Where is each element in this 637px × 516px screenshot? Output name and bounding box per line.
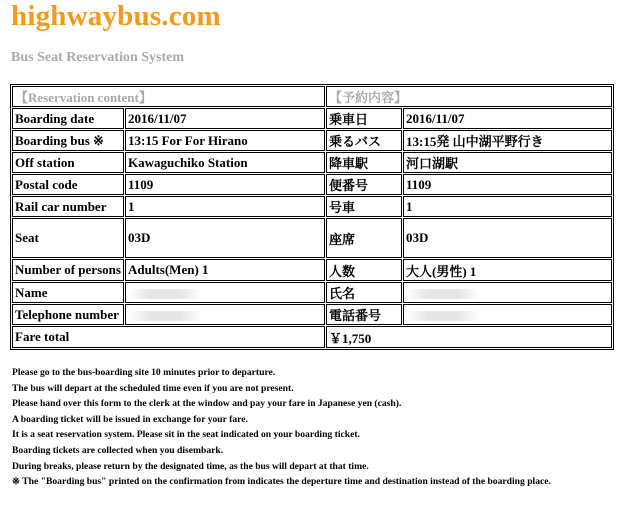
label-jp: 電話番号 bbox=[326, 304, 402, 325]
note-line: During breaks, please return by the designated time, as the bus will depart at that time. bbox=[12, 460, 369, 472]
value-jp: 1 bbox=[403, 196, 612, 217]
label-en: Name bbox=[12, 282, 124, 303]
label-en: Postal code bbox=[12, 174, 124, 195]
value-jp: 2016/11/07 bbox=[403, 108, 612, 129]
value-jp: 大人(男性) 1 bbox=[403, 259, 612, 281]
label-jp: 座席 bbox=[326, 218, 402, 258]
label-jp: 人数 bbox=[326, 259, 402, 281]
value-jp: 03D bbox=[403, 218, 612, 258]
redacted-phone-blur bbox=[406, 311, 480, 321]
note-line: Please go to the bus-boarding site 10 minutes prior to departure. bbox=[12, 367, 276, 378]
table-row bbox=[12, 108, 612, 129]
phone-value-en bbox=[125, 304, 325, 325]
label-jp: 乗車日 bbox=[326, 108, 402, 129]
table-row bbox=[12, 174, 612, 195]
label-en: Boarding bus ※ bbox=[12, 130, 124, 151]
table-row bbox=[12, 259, 612, 281]
table-row bbox=[12, 218, 612, 258]
name-value-en bbox=[125, 282, 325, 303]
label-jp: 号車 bbox=[326, 196, 402, 217]
note-line: Please hand over this form to the clerk at the window and pay your fare in Japanese yen (cash). bbox=[12, 398, 402, 410]
label-en: Telephone number bbox=[12, 304, 124, 325]
note-line: A boarding ticket will be issued in exchange for your fare. bbox=[12, 413, 248, 425]
table-row bbox=[12, 304, 612, 325]
redacted-phone-blur bbox=[128, 311, 202, 321]
label-jp: 乗るバス bbox=[326, 130, 402, 151]
table-row bbox=[12, 196, 612, 217]
phone-value-jp bbox=[403, 304, 612, 325]
header-cell-en: 【Reservation content】 bbox=[12, 86, 325, 107]
label-en: Number of persons bbox=[12, 259, 124, 281]
value-jp: 河口湖駅 bbox=[403, 152, 612, 173]
note-line: Boarding tickets are collected when you disembark. bbox=[12, 444, 224, 456]
value-en: 1109 bbox=[125, 174, 325, 195]
notes-list bbox=[12, 365, 622, 490]
reservation-table bbox=[10, 84, 614, 350]
label-jp: 便番号 bbox=[326, 174, 402, 195]
value-jp: 1109 bbox=[403, 174, 612, 195]
fare-value: ￥1,750 bbox=[326, 326, 612, 348]
note-line: It is a seat reservation system. Please sit in the seat indicated on your boarding ticket. bbox=[12, 429, 360, 441]
label-jp: 降車駅 bbox=[326, 152, 402, 173]
table-row bbox=[12, 282, 612, 303]
note-line: The bus will depart at the scheduled time even if you are not present. bbox=[12, 382, 294, 394]
fare-row bbox=[12, 326, 612, 348]
page-subtitle: Bus Seat Reservation System bbox=[11, 50, 185, 65]
header-cell-jp: 【予約内容】 bbox=[326, 86, 612, 107]
site-logo[interactable]: highwaybus.com bbox=[11, 0, 221, 32]
value-en: Kawaguchiko Station bbox=[125, 152, 325, 173]
label-en: Seat bbox=[12, 218, 124, 258]
label-jp: 氏名 bbox=[326, 282, 402, 303]
name-value-jp bbox=[403, 282, 612, 303]
table-row bbox=[12, 130, 612, 151]
value-en: 03D bbox=[125, 218, 325, 258]
label-en: Off station bbox=[12, 152, 124, 173]
redacted-name-blur bbox=[128, 289, 202, 299]
note-line: ※ The "Boarding bus" printed on the confirmation from indicates the deperture time and destination instead of the boarding place. bbox=[12, 476, 551, 488]
table-row bbox=[12, 152, 612, 173]
fare-label: Fare total bbox=[12, 326, 325, 348]
value-en: 13:15 For For Hirano bbox=[125, 130, 325, 151]
redacted-name-blur bbox=[406, 289, 480, 299]
value-en: 2016/11/07 bbox=[125, 108, 325, 129]
label-en: Boarding date bbox=[12, 108, 124, 129]
value-en: 1 bbox=[125, 196, 325, 217]
value-en: Adults(Men) 1 bbox=[125, 259, 325, 281]
label-en: Rail car number bbox=[12, 196, 124, 217]
value-jp: 13:15発 山中湖平野行き bbox=[403, 130, 612, 151]
table-header-row bbox=[12, 86, 612, 107]
